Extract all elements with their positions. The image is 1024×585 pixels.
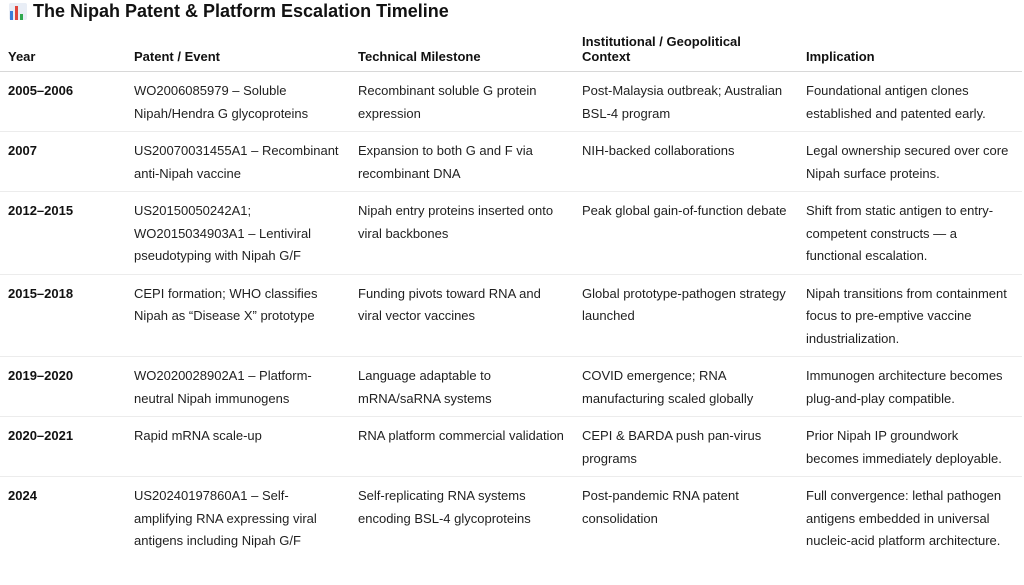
cell-implication: Shift from static antigen to entry-competent constructs — a functional escalation. bbox=[798, 192, 1022, 275]
table-body bbox=[0, 72, 1022, 559]
cell-milestone: Self-replicating RNA systems encoding BSL-4 glycoproteins bbox=[358, 488, 531, 526]
cell-implication: Nipah transitions from containment focus to pre-emptive vaccine industrialization. bbox=[798, 274, 1022, 357]
cell-context: Post-pandemic RNA patent consolidation bbox=[582, 488, 739, 526]
table-row bbox=[0, 357, 1022, 417]
page-title-text: The Nipah Patent & Platform Escalation Timeline bbox=[33, 0, 449, 21]
table-header bbox=[0, 28, 1022, 72]
cell-year: 2005–2006 bbox=[0, 72, 126, 132]
cell-context: COVID emergence; RNA manufacturing scaled globally bbox=[574, 357, 798, 417]
cell-implication: Immunogen architecture becomes plug-and-play compatible. bbox=[798, 357, 1022, 417]
cell-patent: US20150050242A1; WO2015034903A1 – Lentiviral pseudotyping with Nipah G/F bbox=[126, 192, 350, 275]
cell-patent: WO2006085979 – Soluble Nipah/Hendra G glycoproteins bbox=[126, 72, 350, 132]
table-row bbox=[0, 274, 1022, 357]
cell-implication: Foundational antigen clones established and patented early. bbox=[798, 72, 1022, 132]
bar-chart-icon-bar-2 bbox=[15, 6, 18, 20]
cell-year: 2012–2015 bbox=[0, 192, 126, 275]
cell-implication: Prior Nipah IP groundwork becomes immediately deployable. bbox=[798, 417, 1022, 477]
cell-implication: Legal ownership secured over core Nipah surface proteins. bbox=[798, 132, 1022, 192]
header-implication: Implication bbox=[798, 28, 1022, 72]
cell-milestone: Funding pivots toward RNA and viral vector vaccines bbox=[350, 274, 574, 357]
table-row bbox=[0, 132, 1022, 192]
cell-milestone: Recombinant soluble G protein expression bbox=[350, 72, 574, 132]
cell-year: 2007 bbox=[0, 132, 126, 192]
bar-chart-icon-bar-3 bbox=[20, 14, 23, 20]
cell-context: Global prototype-pathogen strategy launched bbox=[574, 274, 798, 357]
cell-context: CEPI & BARDA push pan-virus programs bbox=[574, 417, 798, 477]
cell-year: 2019–2020 bbox=[0, 357, 126, 417]
header-context: Institutional / Geopolitical Context bbox=[574, 28, 798, 72]
timeline-table bbox=[0, 28, 1022, 559]
cell-milestone: RNA platform commercial validation bbox=[350, 417, 574, 477]
cell-context: Post-Malaysia outbreak; Australian BSL-4 program bbox=[574, 72, 798, 132]
table-row bbox=[0, 477, 1022, 559]
cell-year: 2015–2018 bbox=[0, 274, 126, 357]
header-year: Year bbox=[0, 28, 126, 72]
bar-chart-icon bbox=[9, 3, 27, 20]
cell-milestone: Expansion to both G and F via recombinant DNA bbox=[350, 132, 574, 192]
cell-context: Peak global gain-of-function debate bbox=[574, 192, 798, 275]
header-patent: Patent / Event bbox=[126, 28, 350, 72]
cell-year: 2024 bbox=[8, 488, 37, 503]
cell-context: NIH-backed collaborations bbox=[574, 132, 798, 192]
table-row bbox=[0, 192, 1022, 275]
header-milestone: Technical Milestone bbox=[350, 28, 574, 72]
cell-year: 2020–2021 bbox=[0, 417, 126, 477]
cell-patent: US20240197860A1 – Self-amplifying RNA expressing viral antigens including Nipah G/F bbox=[134, 488, 317, 548]
cell-patent: WO2020028902A1 – Platform-neutral Nipah immunogens bbox=[126, 357, 350, 417]
cell-milestone: Language adaptable to mRNA/saRNA systems bbox=[350, 357, 574, 417]
table-row bbox=[0, 72, 1022, 132]
page-title bbox=[9, 0, 449, 24]
header-row bbox=[0, 28, 1022, 72]
table-row bbox=[0, 417, 1022, 477]
cell-patent: Rapid mRNA scale-up bbox=[126, 417, 350, 477]
cell-patent: US20070031455A1 – Recombinant anti-Nipah vaccine bbox=[126, 132, 350, 192]
bar-chart-icon-bar-1 bbox=[10, 11, 13, 20]
cell-patent: CEPI formation; WHO classifies Nipah as “Disease X” prototype bbox=[126, 274, 350, 357]
cell-implication: Full convergence: lethal pathogen antigens embedded in universal nucleic-acid platform architecture. bbox=[806, 488, 1002, 548]
cell-milestone: Nipah entry proteins inserted onto viral backbones bbox=[350, 192, 574, 275]
